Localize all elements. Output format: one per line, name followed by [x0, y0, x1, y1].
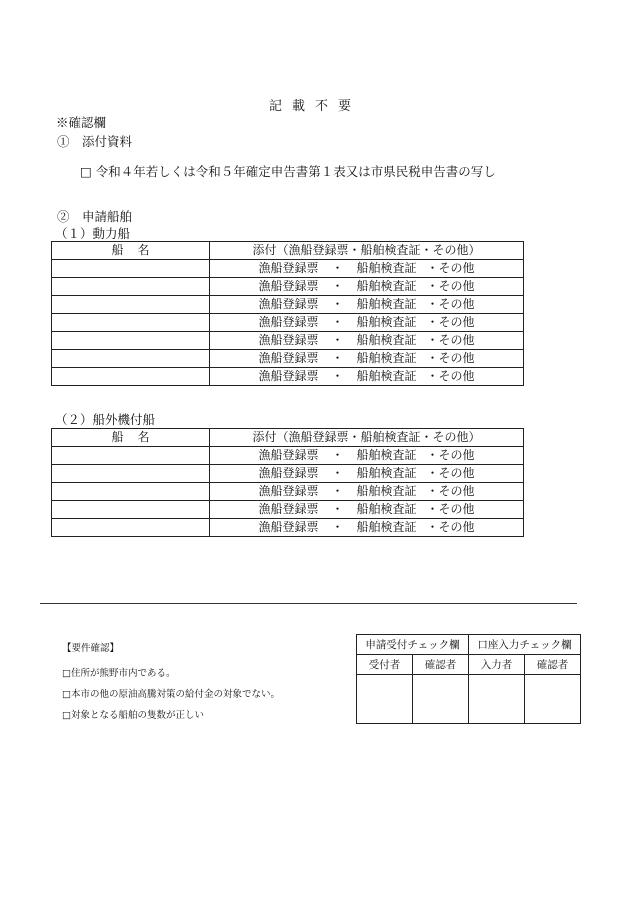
check-group-application: 申請受付チェック欄	[357, 635, 469, 655]
option-ship-inspection[interactable]: 船舶検査証	[356, 448, 417, 462]
header-attachment: 添付（漁船登録票・船舶検査証・その他）	[210, 242, 524, 260]
option-ship-inspection[interactable]: 船舶検査証	[356, 315, 417, 329]
check-group-account: 口座入力チェック欄	[469, 635, 581, 655]
table-row	[52, 350, 524, 368]
requirements-heading: 【要件確認】	[62, 643, 120, 654]
option-fishing-registration[interactable]: 漁船登録票	[258, 520, 319, 534]
option-other[interactable]: ・その他	[426, 502, 475, 516]
option-separator: ・	[331, 369, 344, 383]
attachment-options-cell	[210, 483, 524, 501]
attachment-options-cell	[210, 314, 524, 332]
table-row	[52, 465, 524, 483]
attachment-options-cell	[210, 332, 524, 350]
section-divider	[40, 603, 577, 604]
attachment-options-cell	[210, 296, 524, 314]
boat-name-cell[interactable]	[52, 483, 210, 501]
requirement-item-not-duplicate[interactable]: □本市の他の原油高騰対策の給付金の対象でない。	[62, 689, 280, 700]
check-col-inputter: 入力者	[469, 655, 525, 675]
boat-name-cell[interactable]	[52, 260, 210, 278]
table-row	[52, 332, 524, 350]
option-fishing-registration[interactable]: 漁船登録票	[258, 261, 319, 275]
option-ship-inspection[interactable]: 船舶検査証	[356, 333, 417, 347]
boat-name-cell[interactable]	[52, 314, 210, 332]
boat-name-cell[interactable]	[52, 350, 210, 368]
header-boat-name: 船名	[52, 242, 210, 260]
option-ship-inspection[interactable]: 船舶検査証	[356, 502, 417, 516]
option-ship-inspection[interactable]: 船舶検査証	[356, 297, 417, 311]
option-ship-inspection[interactable]: 船舶検査証	[356, 369, 417, 383]
check-col-confirmer: 確認者	[413, 655, 469, 675]
option-ship-inspection[interactable]: 船舶検査証	[356, 466, 417, 480]
option-fishing-registration[interactable]: 漁船登録票	[258, 369, 319, 383]
check-cell-receiver[interactable]	[357, 675, 413, 724]
option-ship-inspection[interactable]: 船舶検査証	[356, 484, 417, 498]
attachment-options-cell	[210, 350, 524, 368]
option-separator: ・	[331, 484, 344, 498]
boat-name-cell[interactable]	[52, 332, 210, 350]
check-col-receiver: 受付者	[357, 655, 413, 675]
option-fishing-registration[interactable]: 漁船登録票	[258, 448, 319, 462]
outboard-boat-heading: （２）船外機付船	[55, 412, 156, 427]
option-other[interactable]: ・その他	[426, 297, 475, 311]
table-row	[52, 447, 524, 465]
requirement-item-boat-count[interactable]: □対象となる船舶の隻数が正しい	[62, 710, 204, 721]
check-cell-confirmer[interactable]	[413, 675, 469, 724]
powered-boat-heading: （１）動力船	[55, 226, 131, 241]
header-boat-name: 船名	[52, 429, 210, 447]
boat-name-cell[interactable]	[52, 278, 210, 296]
option-separator: ・	[331, 333, 344, 347]
boat-name-cell[interactable]	[52, 465, 210, 483]
table-row	[52, 483, 524, 501]
check-cell-confirmer-2[interactable]	[525, 675, 581, 724]
option-other[interactable]: ・その他	[426, 369, 475, 383]
page-title: 記載不要	[268, 99, 361, 114]
option-ship-inspection[interactable]: 船舶検査証	[356, 279, 417, 293]
option-separator: ・	[331, 351, 344, 365]
check-col-confirmer-2: 確認者	[525, 655, 581, 675]
option-other[interactable]: ・その他	[426, 484, 475, 498]
option-fishing-registration[interactable]: 漁船登録票	[258, 484, 319, 498]
option-fishing-registration[interactable]: 漁船登録票	[258, 351, 319, 365]
table-row	[52, 278, 524, 296]
option-fishing-registration[interactable]: 漁船登録票	[258, 502, 319, 516]
option-other[interactable]: ・その他	[426, 279, 475, 293]
attachment-options-cell	[210, 465, 524, 483]
option-separator: ・	[331, 279, 344, 293]
option-separator: ・	[331, 297, 344, 311]
attachment-options-cell	[210, 260, 524, 278]
option-fishing-registration[interactable]: 漁船登録票	[258, 333, 319, 347]
boat-name-cell[interactable]	[52, 296, 210, 314]
header-attachment: 添付（漁船登録票・船舶検査証・その他）	[210, 429, 524, 447]
option-other[interactable]: ・その他	[426, 315, 475, 329]
staff-check-table	[356, 634, 581, 724]
attachment-options-cell	[210, 368, 524, 386]
option-other[interactable]: ・その他	[426, 520, 475, 534]
confirm-heading: ※確認欄	[56, 115, 107, 130]
powered-boat-table	[51, 241, 524, 386]
requirement-item-address[interactable]: □住所が熊野市内である。	[62, 668, 176, 679]
check-cell-inputter[interactable]	[469, 675, 525, 724]
section2-heading: ② 申請船舶	[57, 209, 133, 224]
option-fishing-registration[interactable]: 漁船登録票	[258, 297, 319, 311]
option-ship-inspection[interactable]: 船舶検査証	[356, 261, 417, 275]
table-header-row	[52, 242, 524, 260]
attachment-checkbox-item[interactable]: □ 令和４年若しくは令和５年確定申告書第１表又は市県民税申告書の写し	[80, 164, 496, 179]
table-row	[52, 296, 524, 314]
boat-name-cell[interactable]	[52, 368, 210, 386]
option-ship-inspection[interactable]: 船舶検査証	[356, 520, 417, 534]
attachment-options-cell	[210, 447, 524, 465]
option-other[interactable]: ・その他	[426, 261, 475, 275]
attachment-options-cell	[210, 501, 524, 519]
attachment-options-cell	[210, 278, 524, 296]
option-separator: ・	[331, 520, 344, 534]
option-separator: ・	[331, 466, 344, 480]
table-row	[52, 519, 524, 537]
outboard-boat-table	[51, 428, 524, 537]
option-separator: ・	[331, 502, 344, 516]
option-separator: ・	[331, 448, 344, 462]
table-header-row	[52, 429, 524, 447]
boat-name-cell[interactable]	[52, 519, 210, 537]
boat-name-cell[interactable]	[52, 501, 210, 519]
option-fishing-registration[interactable]: 漁船登録票	[258, 466, 319, 480]
table-row	[52, 314, 524, 332]
option-separator: ・	[331, 315, 344, 329]
option-separator: ・	[331, 261, 344, 275]
section1-heading: ① 添付資料	[57, 134, 133, 149]
option-fishing-registration[interactable]: 漁船登録票	[258, 315, 319, 329]
option-fishing-registration[interactable]: 漁船登録票	[258, 279, 319, 293]
attachment-options-cell	[210, 519, 524, 537]
table-row	[52, 368, 524, 386]
option-ship-inspection[interactable]: 船舶検査証	[356, 351, 417, 365]
option-other[interactable]: ・その他	[426, 466, 475, 480]
option-other[interactable]: ・その他	[426, 333, 475, 347]
table-row	[52, 260, 524, 278]
option-other[interactable]: ・その他	[426, 351, 475, 365]
option-other[interactable]: ・その他	[426, 448, 475, 462]
table-row	[52, 501, 524, 519]
boat-name-cell[interactable]	[52, 447, 210, 465]
